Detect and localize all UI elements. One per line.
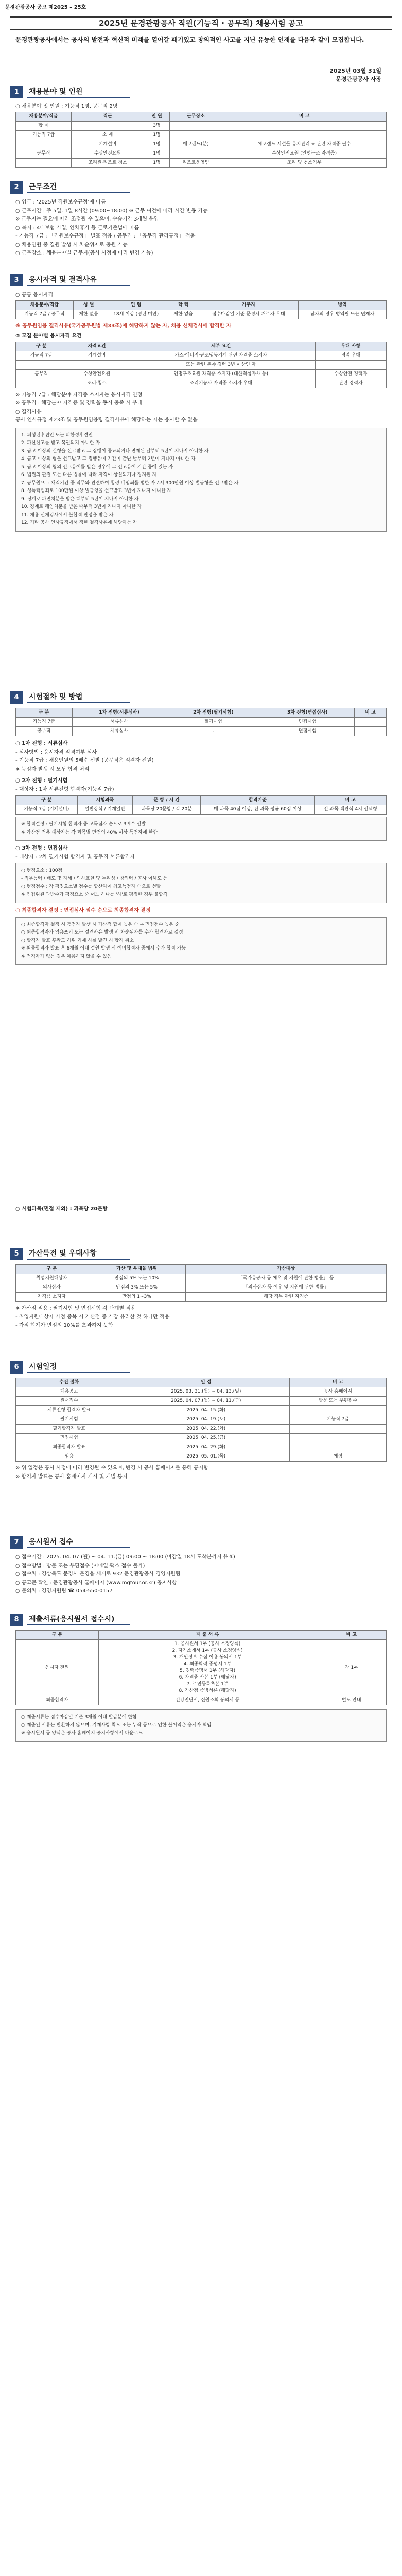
req-table: [15, 342, 387, 388]
text-line: - 심사방법 : 응시자격 적격여부 심사: [15, 749, 97, 755]
th: 자격요건: [67, 342, 127, 351]
table-cell: [315, 360, 386, 369]
table-cell: 합 계: [16, 121, 72, 130]
table-cell: 가스·에너지·공조냉동기계 관련 자격증 소지자: [127, 351, 315, 360]
text-line: ○ 평정점수 : 각 평정요소별 점수를 합산하여 최고득점자 순으로 선발: [21, 884, 161, 890]
text-line: ○ 최종합격자 결정 시 동점자 발생 시 가산점 합계 높은 순 → 면접점수 높은 순: [21, 922, 180, 927]
th: 채용분야/직급: [16, 300, 74, 310]
table-row: [16, 805, 387, 815]
th: 문 항 / 시 간: [133, 796, 201, 805]
section-number: 8: [10, 1614, 23, 1626]
section-5-body: [15, 1264, 387, 1331]
table-cell: 수상안전요원: [72, 149, 144, 158]
table-cell: 18세 이상 (정년 미만): [104, 310, 168, 319]
th: 직군: [72, 112, 144, 121]
table-cell: 1명: [144, 140, 169, 149]
doc-number: 문경관광공사 공고 제2025 – 25호: [5, 5, 86, 10]
table-row: [16, 1640, 387, 1696]
text-line: ○ 제출서류는 접수마감일 기준 3개월 이내 발급분에 한함: [21, 1715, 137, 1720]
table-cell: 만점의 1~3%: [88, 1293, 186, 1302]
table-cell: 자격증 소지자: [16, 1293, 88, 1302]
text-line: ○ 최종합격자가 임용포기 또는 결격사유 발생 시 차순위자를 추가 합격자로 결정: [21, 930, 183, 936]
th: 구 분: [16, 1265, 88, 1274]
table-cell: 「국가유공자 등 예우 및 지원에 관한 법률」 등: [186, 1274, 387, 1283]
section-4-body: [15, 708, 387, 965]
sec3-after: [15, 392, 387, 425]
text-line: ○ 근무시간 : 주 5일, 1일 8시간 (09:00~18:00) ※ 근무 여건에 따라 시간 변동 가능: [15, 208, 208, 214]
defect-item: 3. 금고 이상의 실형을 선고받고 그 집행이 종료되거나 면제된 날부터 5년이 지나지 아니한 자: [21, 448, 209, 454]
table-cell: 수상안전요원 (인명구조 자격증): [222, 149, 387, 158]
table-cell: 면접시험: [16, 1434, 123, 1443]
table-cell: 매 과목 40점 이상, 전 과목 평균 60점 이상: [201, 805, 314, 815]
sec3-sub1: ○ 공통 응시자격: [15, 292, 54, 298]
table-cell: 서류전형 합격자 발표: [16, 1406, 123, 1415]
th: 합격기준: [201, 796, 314, 805]
table-cell: 필기시험: [166, 718, 260, 727]
table-cell: [222, 130, 387, 140]
section-7-heading: [10, 1535, 130, 1550]
table-cell: 면접시험: [260, 727, 355, 736]
issuer: 문경관광공사 사장: [336, 75, 381, 82]
section-number: 6: [10, 1361, 23, 1374]
table-cell: [355, 718, 387, 727]
text-line: ※ 적격자가 없는 경우 채용하지 않을 수 있음: [21, 954, 112, 959]
text-line: ※ 최종합격자 발표 후 6개월 이내 결원 발생 시 예비합격자 중에서 추가 합격 가능: [21, 946, 186, 952]
section-4-heading: [10, 690, 130, 705]
text-line: ※ 합격결정 : 필기시험 합격자 중 고득점자 순으로 3배수 선발: [21, 822, 146, 827]
table-cell: 취업지원대상자: [16, 1274, 88, 1283]
th: 구 분: [16, 708, 73, 718]
section-title: 근무조건: [27, 182, 130, 193]
table-cell: 조리·청소: [67, 379, 127, 388]
text-line: ※ 가산점 적용 : 필기시험 및 면접시험 각 단계별 적용: [15, 1306, 136, 1312]
schedule-table: [15, 1378, 387, 1462]
table-cell: [169, 130, 222, 140]
text-line: ※ 응시원서 등 양식은 공사 홈페이지 공지사항에서 다운로드: [21, 1731, 143, 1736]
th: 제 출 서 류: [98, 1631, 317, 1640]
section-1-heading: [10, 85, 130, 99]
table-row: [16, 130, 387, 140]
table-cell: 기능직 7급: [289, 1415, 386, 1425]
th: 채용분야/직급: [16, 112, 72, 121]
section-number: 5: [10, 1248, 23, 1260]
section-number: 4: [10, 691, 23, 704]
th: 추진 절차: [16, 1378, 123, 1387]
table-cell: 조리 및 청소업무: [222, 158, 387, 167]
table-cell: 최종합격자: [16, 1696, 99, 1705]
table-row: [16, 1274, 387, 1283]
intro-text: 문경관광공사에서는 공사의 발전과 혁신적 미래를 열어갈 패기있고 창의적인 사고를 지닌 유능한 인재를 다음과 같이 모집합니다.: [15, 36, 364, 43]
table-cell: 공무직: [16, 727, 73, 736]
table-cell: 과목당 20문항 / 각 20분: [133, 805, 201, 815]
text-line: ○ 제출된 서류는 반환하지 않으며, 기재사항 착오 또는 누락 등으로 인한 불이익은 응시자 책임: [21, 1722, 212, 1728]
announce-date: 2025년 03월 31일: [329, 67, 381, 74]
th: 가산대상: [186, 1265, 387, 1274]
text-line: ※ 동점자 발생 시 모두 합격 처리: [15, 766, 90, 772]
section-3-body: [15, 291, 387, 532]
table-row: [16, 158, 387, 167]
table-cell: 기능직 7급 / 공무직: [16, 310, 74, 319]
table-cell: 2025. 04. 22.(화): [123, 1425, 289, 1434]
table-row: [16, 1434, 387, 1443]
table-row: [16, 360, 387, 369]
table-row: [16, 369, 387, 379]
table-row: [16, 1397, 387, 1406]
section-number: 2: [10, 181, 23, 194]
defect-item: 2. 파산선고를 받고 복권되지 아니한 자: [21, 440, 100, 446]
section-2-body: [15, 198, 387, 259]
s1-title: ○ 1차 전형 : 서류심사: [15, 741, 68, 747]
section-5-heading: [10, 1247, 130, 1261]
text-line: - 취업지원대상자 가점 중복 시 가산점 중 가장 유리한 것 하나만 적용: [15, 1314, 170, 1320]
table-row: [16, 149, 387, 158]
table-cell: [289, 1443, 386, 1452]
th: 일 정: [123, 1378, 289, 1387]
table-cell: 전 과목 객관식 4지 선택형: [314, 805, 386, 815]
table-cell: 서류심사: [72, 727, 166, 736]
section-2-heading: [10, 180, 130, 195]
defect-item: 10. 징계로 해임처분을 받은 때부터 3년이 지나지 아니한 자: [21, 504, 142, 510]
final-box: [15, 917, 387, 965]
section-6-body: [15, 1378, 387, 1482]
table-row: [16, 379, 387, 388]
table-row: [16, 1293, 387, 1302]
text-line: ○ 문의처 : 경영지원팀 ☎ 054-550-0157: [15, 1588, 113, 1594]
sec1-lead: ○ 채용분야 및 인원 : 기능직 1명, 공무직 2명: [15, 104, 118, 109]
sec3-note-red: ※ 공무원임용 결격사유(국가공무원법 제33조)에 해당하지 않는 자, 채용 신체검사에 합격한 자: [15, 323, 232, 329]
th: 3차 전형(면접심사): [260, 708, 355, 718]
sec8-notes: [15, 1709, 387, 1742]
table-cell: 원서접수: [16, 1397, 123, 1406]
table-cell: 조리기능사 자격증 소지자 우대: [127, 379, 315, 388]
text-line: ○ 복지 : 4대보험 가입, 연차휴가 등 근로기준법에 따름: [15, 225, 139, 231]
table-cell: 필기합격자 발표: [16, 1425, 123, 1434]
recruit-table: [15, 112, 387, 168]
th: 비 고: [222, 112, 387, 121]
defect-item: 1. 피성년후견인 또는 피한정후견인: [21, 432, 93, 438]
table-cell: 접수마감일 기준 문경시 거주자 우대: [199, 310, 298, 319]
table-row: [16, 1452, 387, 1462]
table-cell: [169, 121, 222, 130]
table-cell: 공사 홈페이지: [289, 1387, 386, 1397]
table-row: [16, 1415, 387, 1425]
table-cell: 제한 없음: [168, 310, 199, 319]
defect-item: 11. 채용 신체검사에서 불합격 판정을 받은 자: [21, 512, 114, 518]
table-cell: 「의사상자 등 예우 및 지원에 관한 법률」: [186, 1283, 387, 1293]
text-line: ○ 근무장소 : 채용분야별 근무지(공사 사정에 따라 변경 가능): [15, 250, 153, 256]
table-cell: 응시자 전원: [16, 1640, 99, 1696]
table-cell: 방문 또는 우편접수: [289, 1397, 386, 1406]
table-cell: [289, 1434, 386, 1443]
text-line: - 대상자 : 2차 필기시험 합격자 및 공무직 서류합격자: [15, 854, 135, 860]
table-cell: -: [166, 727, 260, 736]
table-cell: [169, 149, 222, 158]
s3-box: [15, 863, 387, 903]
th: 연 령: [104, 300, 168, 310]
section-8-body: [15, 1630, 387, 1742]
s3-lines: [15, 854, 387, 861]
text-line: ※ 기능직 7급 : 해당분야 자격증 소지자는 응시자격 인정: [15, 392, 143, 398]
table-cell: 기계설비: [67, 351, 127, 360]
table-cell: 남자의 경우 병역필 또는 면제자: [298, 310, 386, 319]
text-line: ○ 접수처 : 경상북도 문경시 문경읍 새재로 932 문경관광공사 경영지원팀: [15, 1571, 181, 1577]
text-line: - 기능직 7급 : 「직원보수규정」 별표 적용 / 공무직 : 「공무직 관리규정」 적용: [15, 233, 196, 239]
exam-notes: [15, 817, 387, 841]
s2-title: ○ 2차 전형 : 필기시험: [15, 778, 68, 784]
table-cell: 수상안전 경력자: [315, 369, 386, 379]
text-line: ○ 합격자 발표 후라도 허위 기재 사실 발견 시 합격 취소: [21, 938, 134, 943]
text-line: ○ 결격사유: [15, 409, 42, 415]
table-cell: [16, 360, 67, 369]
table-cell: 해당 직무 관련 자격증: [186, 1293, 387, 1302]
table-cell: 공무직: [16, 369, 67, 379]
text-line: ※ 위 일정은 공사 사정에 따라 변경될 수 있으며, 변경 시 공사 홈페이지를 통해 공지함: [15, 1465, 208, 1471]
table-cell: 서류심사: [72, 718, 166, 727]
section-title: 시험절차 및 방법: [27, 692, 130, 703]
table-cell: 인명구조요원 자격증 소지자 (대한적십자사 등): [127, 369, 315, 379]
section-1-body: [15, 102, 387, 168]
section-number: 1: [10, 86, 23, 98]
table-cell: 예정: [289, 1452, 386, 1462]
table-cell: 최종합격자 발표: [16, 1443, 123, 1452]
table-row: [16, 140, 387, 149]
text-line: ○ 접수방법 : 방문 또는 우편접수 (이메일·팩스 접수 불가): [15, 1563, 145, 1569]
table-row: [16, 1283, 387, 1293]
table-cell: 3명: [144, 121, 169, 130]
th: 세부 요건: [127, 342, 315, 351]
section-8-heading: [10, 1613, 130, 1627]
exam-table: [15, 795, 387, 815]
text-line: 공사 인사규정 제23조 및 공무원임용령 결격사유에 해당하는 자는 응시할 수 없음: [15, 417, 198, 423]
table-cell: 각 1부: [317, 1640, 386, 1696]
page-title: 2025년 문경관광공사 직원(기능직 · 공무직) 채용시험 공고: [10, 16, 392, 30]
table-cell: 2025. 04. 07.(월) ~ 04. 11.(금): [123, 1397, 289, 1406]
table-cell: 기능직 7급: [16, 718, 73, 727]
table-cell: [222, 121, 387, 130]
table-cell: 조리원·리조트 청소: [72, 158, 144, 167]
th: 구 분: [16, 342, 67, 351]
flow-table: [15, 708, 387, 736]
spacer-2: [10, 1803, 392, 1808]
table-cell: 1. 응시원서 1부 (공사 소정양식) 2. 자기소개서 1부 (공사 소정양식) 3. 개인정보 수집·이용 동의서 1부 4. 최종학력 증명서 1부 5. 경력증명서 1부 (해당자) 6. 자격증 사본 1부 (해당자) 7. 주민등록초본 1부 8. 가산점 증빙서류 (해당자): [98, 1640, 317, 1696]
th: 가산 및 우대율 범위: [88, 1265, 186, 1274]
th: 1차 전형(서류심사): [72, 708, 166, 718]
text-line: ※ 면접위원 과반수가 평정요소 중 어느 하나를 '하'로 평정한 경우 불합격: [21, 892, 168, 897]
text-line: - 가점 합계가 만점의 10%를 초과하지 못함: [15, 1323, 113, 1329]
sec3-sub2: ② 모집 분야별 응시자격 요건: [15, 333, 82, 340]
text-line: - 직무능력 / 태도 및 자세 / 의사표현 및 논리성 / 창의력 / 공사 이해도 등: [21, 876, 168, 882]
defect-item: 7. 공무원으로 재직기간 중 직무와 관련하여 횡령·배임죄를 범한 자로서 300만원 이상 벌금형을 선고받은 자: [21, 480, 239, 486]
table-cell: 에코랜드 시설물 유지관리 ※ 관련 자격증 필수: [222, 140, 387, 149]
table-cell: 경력 우대: [315, 351, 386, 360]
table-cell: 1명: [144, 158, 169, 167]
defect-item: 8. 성폭력범죄로 100만원 이상 벌금형을 선고받고 3년이 지나지 아니한 자: [21, 488, 171, 494]
th: 비 고: [317, 1631, 386, 1640]
s3-title: ○ 3차 전형 : 면접심사: [15, 845, 68, 852]
table-cell: [16, 158, 72, 167]
table-cell: 기계설비: [72, 140, 144, 149]
table-cell: 기능직 7급: [16, 351, 67, 360]
table-cell: 2025. 04. 29.(화): [123, 1443, 289, 1452]
th: 비 고: [355, 708, 387, 718]
table-row: [16, 1406, 387, 1415]
text-line: ○ 공고문 확인 : 문경관광공사 홈페이지 (www.mgtour.or.kr) 공지사항: [15, 1580, 177, 1586]
table-row: [16, 1696, 387, 1705]
table-cell: 2025. 04. 19.(토): [123, 1415, 289, 1425]
th: 인 원: [144, 112, 169, 121]
sec6-notes: [15, 1465, 387, 1481]
bonus-table: [15, 1264, 387, 1302]
table-cell: 에코랜드(분): [169, 140, 222, 149]
table-cell: 만점의 3% 또는 5%: [88, 1283, 186, 1293]
table-row: [16, 310, 387, 319]
th: 구 분: [16, 796, 78, 805]
th: 근무장소: [169, 112, 222, 121]
spacer: [10, 1072, 392, 1077]
table-cell: 또는 관련 분야 경력 3년 이상인 자: [127, 360, 315, 369]
spacer-note: ○ 시험과목(면접 제외) : 과목당 20문항: [15, 1206, 108, 1212]
section-title: 응시원서 접수: [27, 1537, 130, 1548]
table-cell: 1명: [144, 130, 169, 140]
section-title: 채용분야 및 인원: [27, 87, 130, 98]
section-7-body: [15, 1553, 387, 1597]
section-title: 시험일정: [27, 1362, 130, 1373]
table-cell: 제한 없음: [73, 310, 104, 319]
th: 거주지: [199, 300, 298, 310]
s1-lines: [15, 749, 387, 774]
common-qual-table: [15, 300, 387, 319]
table-cell: [16, 379, 67, 388]
table-row: [16, 351, 387, 360]
defect-item: 6. 법원의 판결 또는 다른 법률에 따라 자격이 상실되거나 정지된 자: [21, 472, 157, 478]
table-row: [16, 1443, 387, 1452]
table-row: [16, 1387, 387, 1397]
table-cell: 별도 안내: [317, 1696, 386, 1705]
docs-table: [15, 1630, 387, 1705]
defect-item: 12. 기타 공사 인사규정에서 정한 결격사유에 해당하는 자: [21, 520, 137, 526]
table-cell: [67, 360, 127, 369]
final-title: ○ 최종합격자 결정 : 면접심사 점수 순으로 최종합격자 결정: [15, 908, 151, 914]
table-row: [16, 727, 387, 736]
table-cell: 건강진단서, 신원조회 동의서 등: [98, 1696, 317, 1705]
th: 성 별: [73, 300, 104, 310]
defect-item: 9. 징계로 파면처분을 받은 때부터 5년이 지나지 아니한 자: [21, 496, 139, 502]
table-cell: 임용: [16, 1452, 123, 1462]
table-cell: 기능직 7급 (기계설비): [16, 805, 78, 815]
section-6-heading: [10, 1360, 130, 1375]
th: 2차 전형(필기시험): [166, 708, 260, 718]
th: 비 고: [289, 1378, 386, 1387]
text-line: ※ 합격자 발표는 공사 홈페이지 게시 및 개별 통지: [15, 1473, 128, 1480]
th: 학 력: [168, 300, 199, 310]
th: 우대 사항: [315, 342, 386, 351]
text-line: - 대상자 : 1차 서류전형 합격자(기능직 7급): [15, 786, 114, 792]
defect-item: 4. 금고 이상의 형을 선고받고 그 집행유예 기간이 끝난 날부터 2년이 지나지 아니한 자: [21, 456, 196, 462]
section-title: 가산특전 및 우대사항: [27, 1248, 130, 1260]
section-3-heading: [10, 273, 130, 287]
table-row: [16, 718, 387, 727]
dateline: [329, 67, 381, 83]
table-cell: 공무직: [16, 149, 72, 158]
table-cell: 2025. 05. 01.(목): [123, 1452, 289, 1462]
table-cell: 만점의 5% 또는 10%: [88, 1274, 186, 1283]
table-cell: 1명: [144, 149, 169, 158]
table-cell: 채용공고: [16, 1387, 123, 1397]
text-line: - 기능직 7급 : 채용인원의 5배수 선발 (공무직은 적격자 전원): [15, 758, 154, 764]
table-cell: 일반상식 / 기계일반: [77, 805, 133, 815]
table-cell: [72, 121, 144, 130]
section-title: 제출서류(응시원서 접수시): [27, 1614, 130, 1625]
sec5-notes: [15, 1305, 387, 1330]
table-cell: 관련 경력자: [315, 379, 386, 388]
th: 구 분: [16, 1631, 99, 1640]
s2-lines: [15, 786, 387, 794]
defect-item: 5. 금고 이상의 형의 선고유예를 받은 경우에 그 선고유예 기간 중에 있는 자: [21, 464, 173, 470]
table-row: [16, 121, 387, 130]
section-number: 7: [10, 1536, 23, 1549]
table-cell: 2025. 03. 31.(월) ~ 04. 13.(일): [123, 1387, 289, 1397]
text-line: ※ 가산점 적용 대상자는 각 과목별 만점의 40% 이상 득점자에 한함: [21, 829, 158, 835]
text-line: ○ 채용인원 중 결원 발생 시 차순위자로 충원 가능: [15, 242, 128, 248]
table-cell: 의사상자: [16, 1283, 88, 1293]
table-cell: 2025. 04. 25.(금): [123, 1434, 289, 1443]
text-line: ○ 임금 : ‘2025년 직원보수규정’에 따름: [15, 199, 106, 205]
section-title: 응시자격 및 결격사유: [27, 275, 130, 286]
text-line: ※ 근무지는 필요에 따라 조정될 수 있으며, 수습기간 3개월 운영: [15, 216, 159, 222]
table-cell: [355, 727, 387, 736]
table-cell: 리조트운영팀: [169, 158, 222, 167]
section-number: 3: [10, 274, 23, 286]
th: 시험과목: [77, 796, 133, 805]
table-cell: 필기시험: [16, 1415, 123, 1425]
table-cell: 면접시험: [260, 718, 355, 727]
text-line: ○ 접수기간 : 2025. 04. 07.(월) ~ 04. 11.(금) 09:00 ~ 18:00 (마감일 18시 도착분까지 유효): [15, 1554, 235, 1560]
th: 비 고: [314, 796, 386, 805]
table-cell: 수상안전요원: [67, 369, 127, 379]
th: 병역: [298, 300, 386, 310]
defects-box: [15, 428, 387, 532]
text-line: ※ 공무직 : 해당분야 자격증 및 경력을 동시 충족 시 우대: [15, 400, 143, 406]
table-row: [16, 1425, 387, 1434]
table-cell: [16, 140, 72, 149]
table-cell: 기능직 7급: [16, 130, 72, 140]
table-cell: [289, 1425, 386, 1434]
table-cell: 2025. 04. 15.(화): [123, 1406, 289, 1415]
table-cell: [289, 1406, 386, 1415]
table-cell: 소 계: [72, 130, 144, 140]
text-line: ○ 평정요소 : 100점: [21, 868, 63, 874]
